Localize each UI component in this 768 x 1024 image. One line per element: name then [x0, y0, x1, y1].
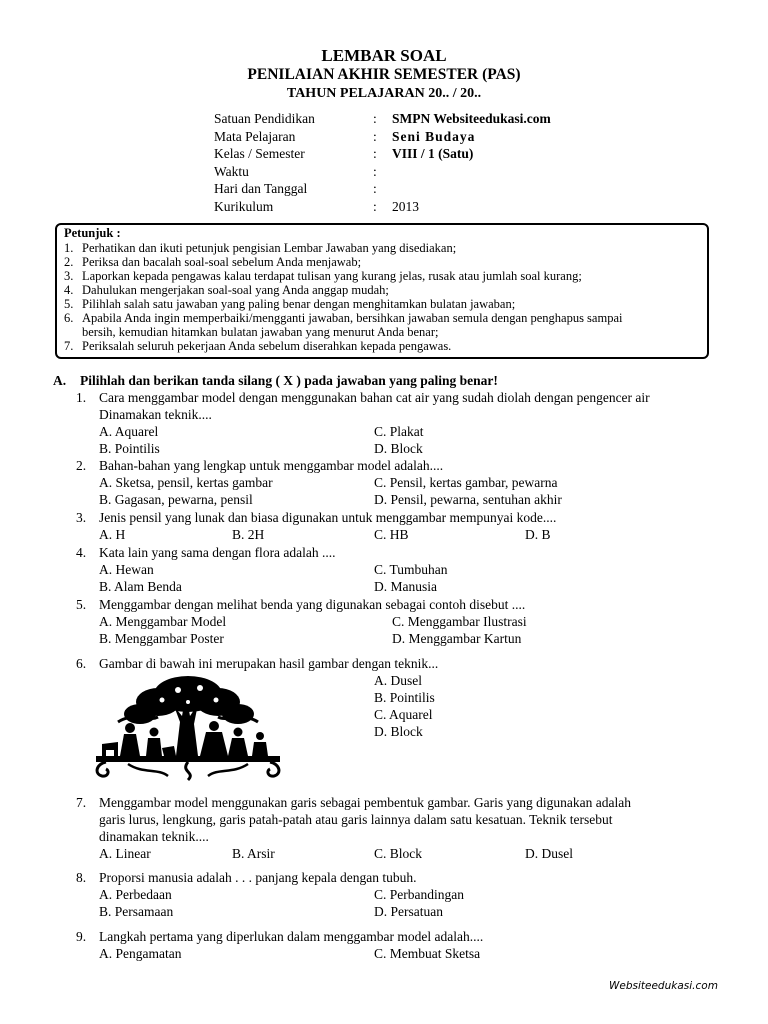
question-text: Cara menggambar model dengan menggunakan bahan cat air yang sudah diolah dengan pengencer air — [99, 390, 650, 405]
info-label: Kelas / Semester — [214, 146, 305, 161]
option[interactable]: D. Menggambar Kartun — [392, 631, 522, 646]
instruction-text-continued: bersih, kemudian hitamkan bulatan jawaban yang menurut Anda benar; — [82, 325, 439, 339]
option[interactable]: D. B — [525, 527, 551, 542]
question-number: 8. — [76, 870, 87, 885]
option[interactable]: A. Aquarel — [99, 424, 159, 439]
info-value: 2013 — [392, 199, 419, 214]
question-text: Menggambar dengan melihat benda yang digunakan sebagai contoh disebut .... — [99, 597, 526, 612]
question-text-continued: Dinamakan teknik.... — [99, 407, 212, 422]
question-text: Jenis pensil yang lunak dan biasa digunakan untuk menggambar mempunyai kode.... — [99, 510, 557, 525]
info-value: SMPN Websiteedukasi.com — [392, 111, 551, 126]
info-colon: : — [373, 164, 377, 179]
option[interactable]: A. Sketsa, pensil, kertas gambar — [99, 475, 273, 490]
instructions-title: Petunjuk : — [64, 226, 121, 240]
question-text: Bahan-bahan yang lengkap untuk menggambar model adalah.... — [99, 458, 444, 473]
option[interactable]: C. Menggambar Ilustrasi — [392, 614, 527, 629]
info-label: Satuan Pendidikan — [214, 111, 315, 126]
option[interactable]: B. Gagasan, pewarna, pensil — [99, 492, 253, 507]
footer-watermark: Websiteedukasi.com — [609, 980, 718, 992]
question-number: 9. — [76, 929, 87, 944]
section-letter: A. — [53, 373, 67, 388]
option[interactable]: C. Plakat — [374, 424, 424, 439]
option[interactable]: C. Membuat Sketsa — [374, 946, 481, 961]
question-text: Kata lain yang sama dengan flora adalah .... — [99, 545, 336, 560]
info-label: Hari dan Tanggal — [214, 181, 308, 196]
instruction-text: Laporkan kepada pengawas kalau terdapat tulisan yang kurang jelas, rusak atau jumlah soal kurang; — [82, 269, 582, 283]
instruction-text: Pilihlah salah satu jawaban yang paling benar dengan menghitamkan bulatan jawaban; — [82, 297, 516, 311]
option[interactable]: B. Pointilis — [99, 441, 160, 456]
option[interactable]: C. Block — [374, 846, 423, 861]
option[interactable]: D. Dusel — [525, 846, 573, 861]
option[interactable]: D. Pensil, pewarna, sentuhan akhir — [374, 492, 562, 507]
instruction-number: 2. — [64, 255, 74, 269]
question-number: 2. — [76, 458, 87, 473]
option[interactable]: B. Arsir — [232, 846, 275, 861]
instruction-text: Periksa dan bacalah soal-soal sebelum Anda menjawab; — [82, 255, 362, 269]
info-label: Mata Pelajaran — [214, 129, 296, 144]
option[interactable]: A. Dusel — [374, 673, 422, 688]
option[interactable]: D. Block — [374, 441, 423, 456]
info-colon: : — [373, 129, 377, 144]
option[interactable]: B. 2H — [232, 527, 265, 542]
academic-year: TAHUN PELAJARAN 20.. / 20.. — [286, 86, 482, 101]
info-colon: : — [373, 146, 377, 161]
info-colon: : — [373, 111, 377, 126]
option[interactable]: A. Pengamatan — [99, 946, 182, 961]
info-colon: : — [373, 181, 377, 196]
option[interactable]: C. Pensil, kertas gambar, pewarna — [374, 475, 558, 490]
instruction-number: 5. — [64, 297, 74, 311]
info-label: Kurikulum — [214, 199, 274, 214]
question-text-continued: garis lurus, lengkung, garis patah-patah atau garis lainnya dalam satu kesatuan. Teknik tersebut — [99, 812, 613, 827]
option[interactable]: C. Perbandingan — [374, 887, 464, 902]
info-value: VIII / 1 (Satu) — [392, 146, 474, 161]
question-number: 4. — [76, 545, 87, 560]
question-text-continued: dinamakan teknik.... — [99, 829, 209, 844]
question-number: 6. — [76, 656, 87, 671]
option[interactable]: A. Linear — [99, 846, 151, 861]
option[interactable]: C. Aquarel — [374, 707, 433, 722]
question-text: Langkah pertama yang diperlukan dalam menggambar model adalah.... — [99, 929, 484, 944]
option[interactable]: C. Tumbuhan — [374, 562, 448, 577]
page-subtitle: PENILAIAN AKHIR SEMESTER (PAS) — [247, 66, 521, 83]
option[interactable]: B. Pointilis — [374, 690, 435, 705]
question-number: 7. — [76, 795, 87, 810]
option[interactable]: D. Block — [374, 724, 423, 739]
instruction-text: Apabila Anda ingin memperbaiki/mengganti jawaban, bersihkan jawaban semula dengan penghapus sampai — [82, 311, 623, 325]
question-number: 3. — [76, 510, 87, 525]
instruction-text: Dahulukan mengerjakan soal-soal yang Anda anggap mudah; — [82, 283, 389, 297]
block-technique-silhouette-image — [88, 672, 288, 784]
option[interactable]: A. H — [99, 527, 126, 542]
info-value: Seni Budaya — [392, 129, 476, 144]
instruction-number: 7. — [64, 339, 74, 353]
option[interactable]: D. Persatuan — [374, 904, 443, 919]
instruction-number: 4. — [64, 283, 74, 297]
instruction-number: 3. — [64, 269, 74, 283]
instruction-text: Perhatikan dan ikuti petunjuk pengisian Lembar Jawaban yang disediakan; — [82, 241, 457, 255]
section-heading: Pilihlah dan berikan tanda silang ( X ) pada jawaban yang paling benar! — [80, 373, 498, 388]
question-text: Menggambar model menggunakan garis sebagai pembentuk gambar. Garis yang digunakan adalah — [99, 795, 631, 810]
instruction-number: 6. — [64, 311, 74, 325]
option[interactable]: B. Persamaan — [99, 904, 174, 919]
option[interactable]: A. Hewan — [99, 562, 154, 577]
option[interactable]: D. Manusia — [374, 579, 437, 594]
option[interactable]: B. Menggambar Poster — [99, 631, 224, 646]
info-label: Waktu — [214, 164, 249, 179]
instruction-number: 1. — [64, 241, 74, 255]
option[interactable]: A. Perbedaan — [99, 887, 172, 902]
option[interactable]: B. Alam Benda — [99, 579, 182, 594]
question-number: 1. — [76, 390, 87, 405]
option[interactable]: C. HB — [374, 527, 409, 542]
question-text: Gambar di bawah ini merupakan hasil gambar dengan teknik... — [99, 656, 439, 671]
instruction-text: Periksalah seluruh pekerjaan Anda sebelum diserahkan kepada pengawas. — [82, 339, 452, 353]
question-number: 5. — [76, 597, 87, 612]
page-title: LEMBAR SOAL — [321, 46, 447, 65]
question-text: Proporsi manusia adalah . . . panjang kepala dengan tubuh. — [99, 870, 417, 885]
option[interactable]: A. Menggambar Model — [99, 614, 227, 629]
info-colon: : — [373, 199, 377, 214]
